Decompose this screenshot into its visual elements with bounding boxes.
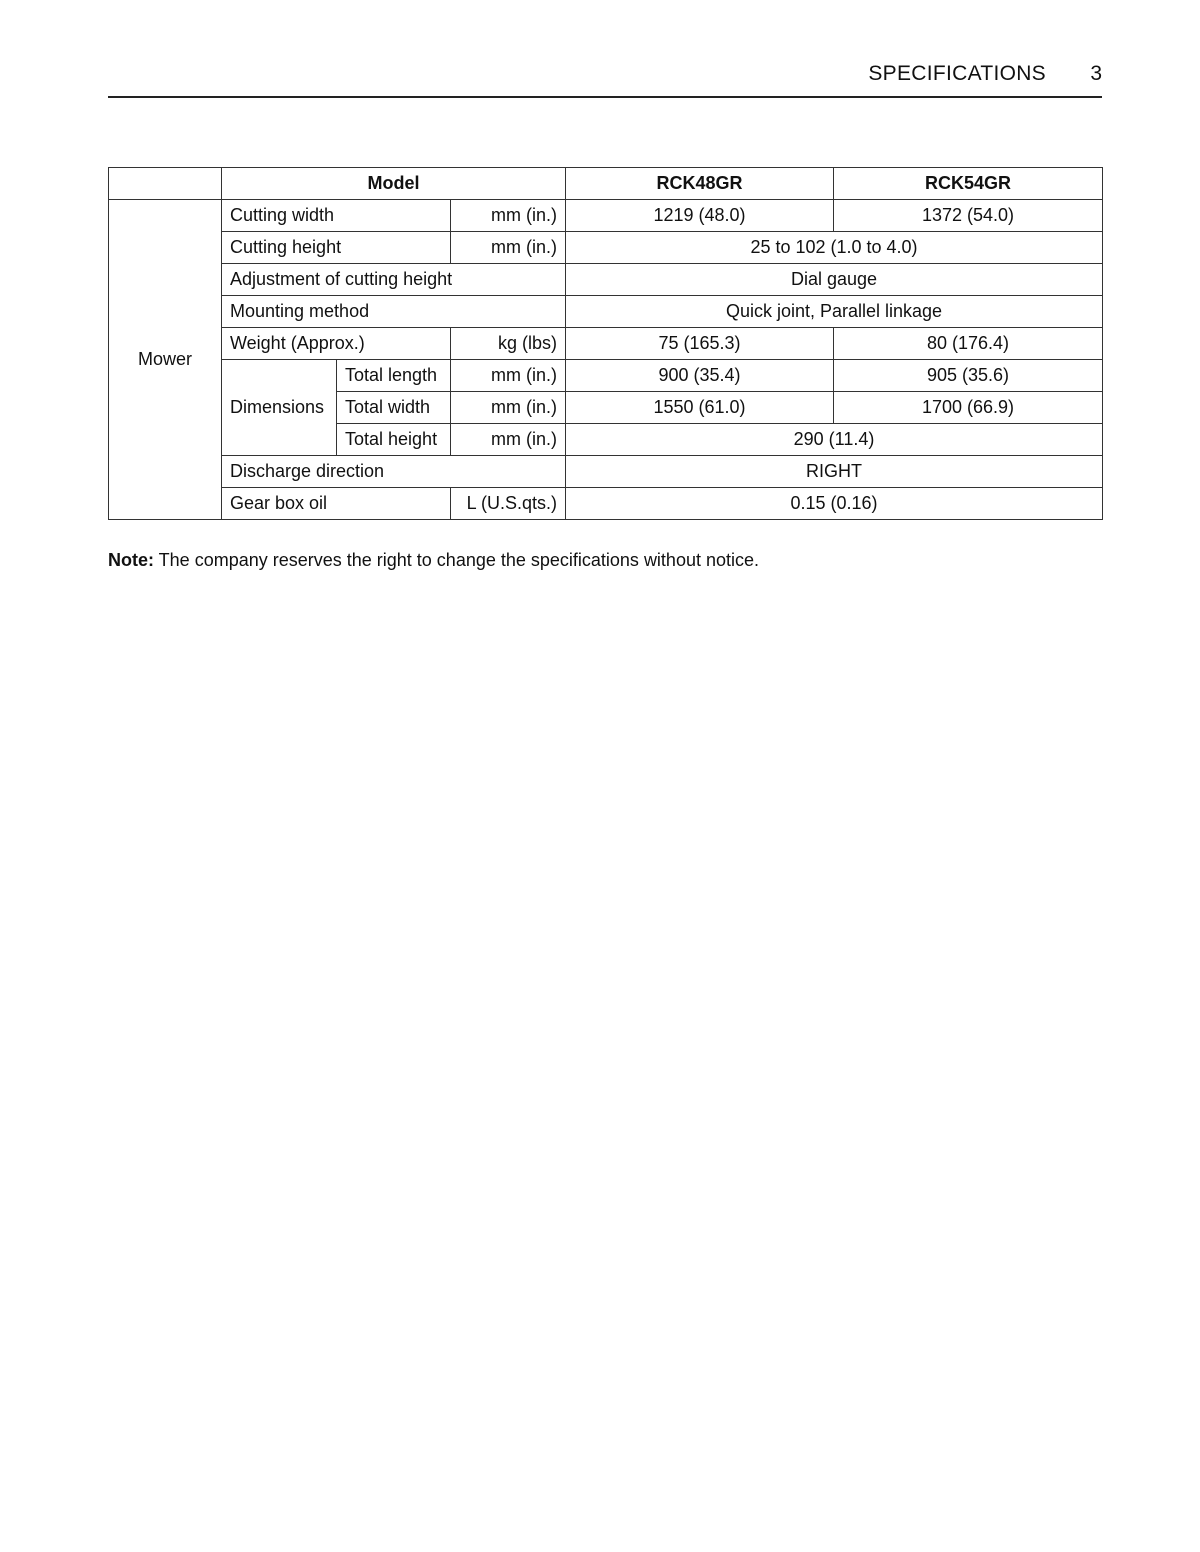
total-height-label: Total height xyxy=(337,424,451,456)
page-title: SPECIFICATIONS xyxy=(868,62,1046,85)
total-height-unit: mm (in.) xyxy=(451,424,566,456)
total-width-unit: mm (in.) xyxy=(451,392,566,424)
mounting-value: Quick joint, Parallel linkage xyxy=(566,296,1103,328)
cutting-height-unit: mm (in.) xyxy=(451,232,566,264)
cutting-height-label: Cutting height xyxy=(222,232,451,264)
total-width-value-1: 1550 (61.0) xyxy=(566,392,834,424)
table-row xyxy=(109,488,1103,520)
specifications-table xyxy=(108,167,1103,520)
table-row xyxy=(109,264,1103,296)
weight-label: Weight (Approx.) xyxy=(222,328,451,360)
weight-value-1: 75 (165.3) xyxy=(566,328,834,360)
cutting-width-value-2: 1372 (54.0) xyxy=(834,200,1103,232)
total-length-value-2: 905 (35.6) xyxy=(834,360,1103,392)
adjustment-value: Dial gauge xyxy=(566,264,1103,296)
mower-group-label: Mower xyxy=(109,200,222,520)
table-row xyxy=(109,200,1103,232)
gearbox-label: Gear box oil xyxy=(222,488,451,520)
discharge-value: RIGHT xyxy=(566,456,1103,488)
table-row xyxy=(109,360,1103,392)
table-corner-cell xyxy=(109,168,222,200)
table-row xyxy=(109,328,1103,360)
gearbox-value: 0.15 (0.16) xyxy=(566,488,1103,520)
total-height-value: 290 (11.4) xyxy=(566,424,1103,456)
total-length-unit: mm (in.) xyxy=(451,360,566,392)
cutting-height-value: 25 to 102 (1.0 to 4.0) xyxy=(566,232,1103,264)
discharge-label: Discharge direction xyxy=(222,456,566,488)
model-name-2: RCK54GR xyxy=(834,168,1103,200)
note-label: Note: xyxy=(108,550,154,570)
table-row xyxy=(109,456,1103,488)
model-name-1: RCK48GR xyxy=(566,168,834,200)
note-text: The company reserves the right to change the specifications without notice. xyxy=(154,550,760,570)
total-width-value-2: 1700 (66.9) xyxy=(834,392,1103,424)
dimensions-label: Dimensions xyxy=(222,360,337,456)
cutting-width-value-1: 1219 (48.0) xyxy=(566,200,834,232)
model-header: Model xyxy=(222,168,566,200)
table-row xyxy=(109,232,1103,264)
total-length-label: Total length xyxy=(337,360,451,392)
weight-unit: kg (lbs) xyxy=(451,328,566,360)
weight-value-2: 80 (176.4) xyxy=(834,328,1103,360)
mounting-label: Mounting method xyxy=(222,296,566,328)
total-width-label: Total width xyxy=(337,392,451,424)
footnote xyxy=(108,550,759,571)
cutting-width-label: Cutting width xyxy=(222,200,451,232)
cutting-width-unit: mm (in.) xyxy=(451,200,566,232)
page-header xyxy=(108,60,1102,98)
total-length-value-1: 900 (35.4) xyxy=(566,360,834,392)
table-row xyxy=(109,296,1103,328)
page-number: 3 xyxy=(1090,62,1102,85)
table-header-row xyxy=(109,168,1103,200)
adjustment-label: Adjustment of cutting height xyxy=(222,264,566,296)
gearbox-unit: L (U.S.qts.) xyxy=(451,488,566,520)
